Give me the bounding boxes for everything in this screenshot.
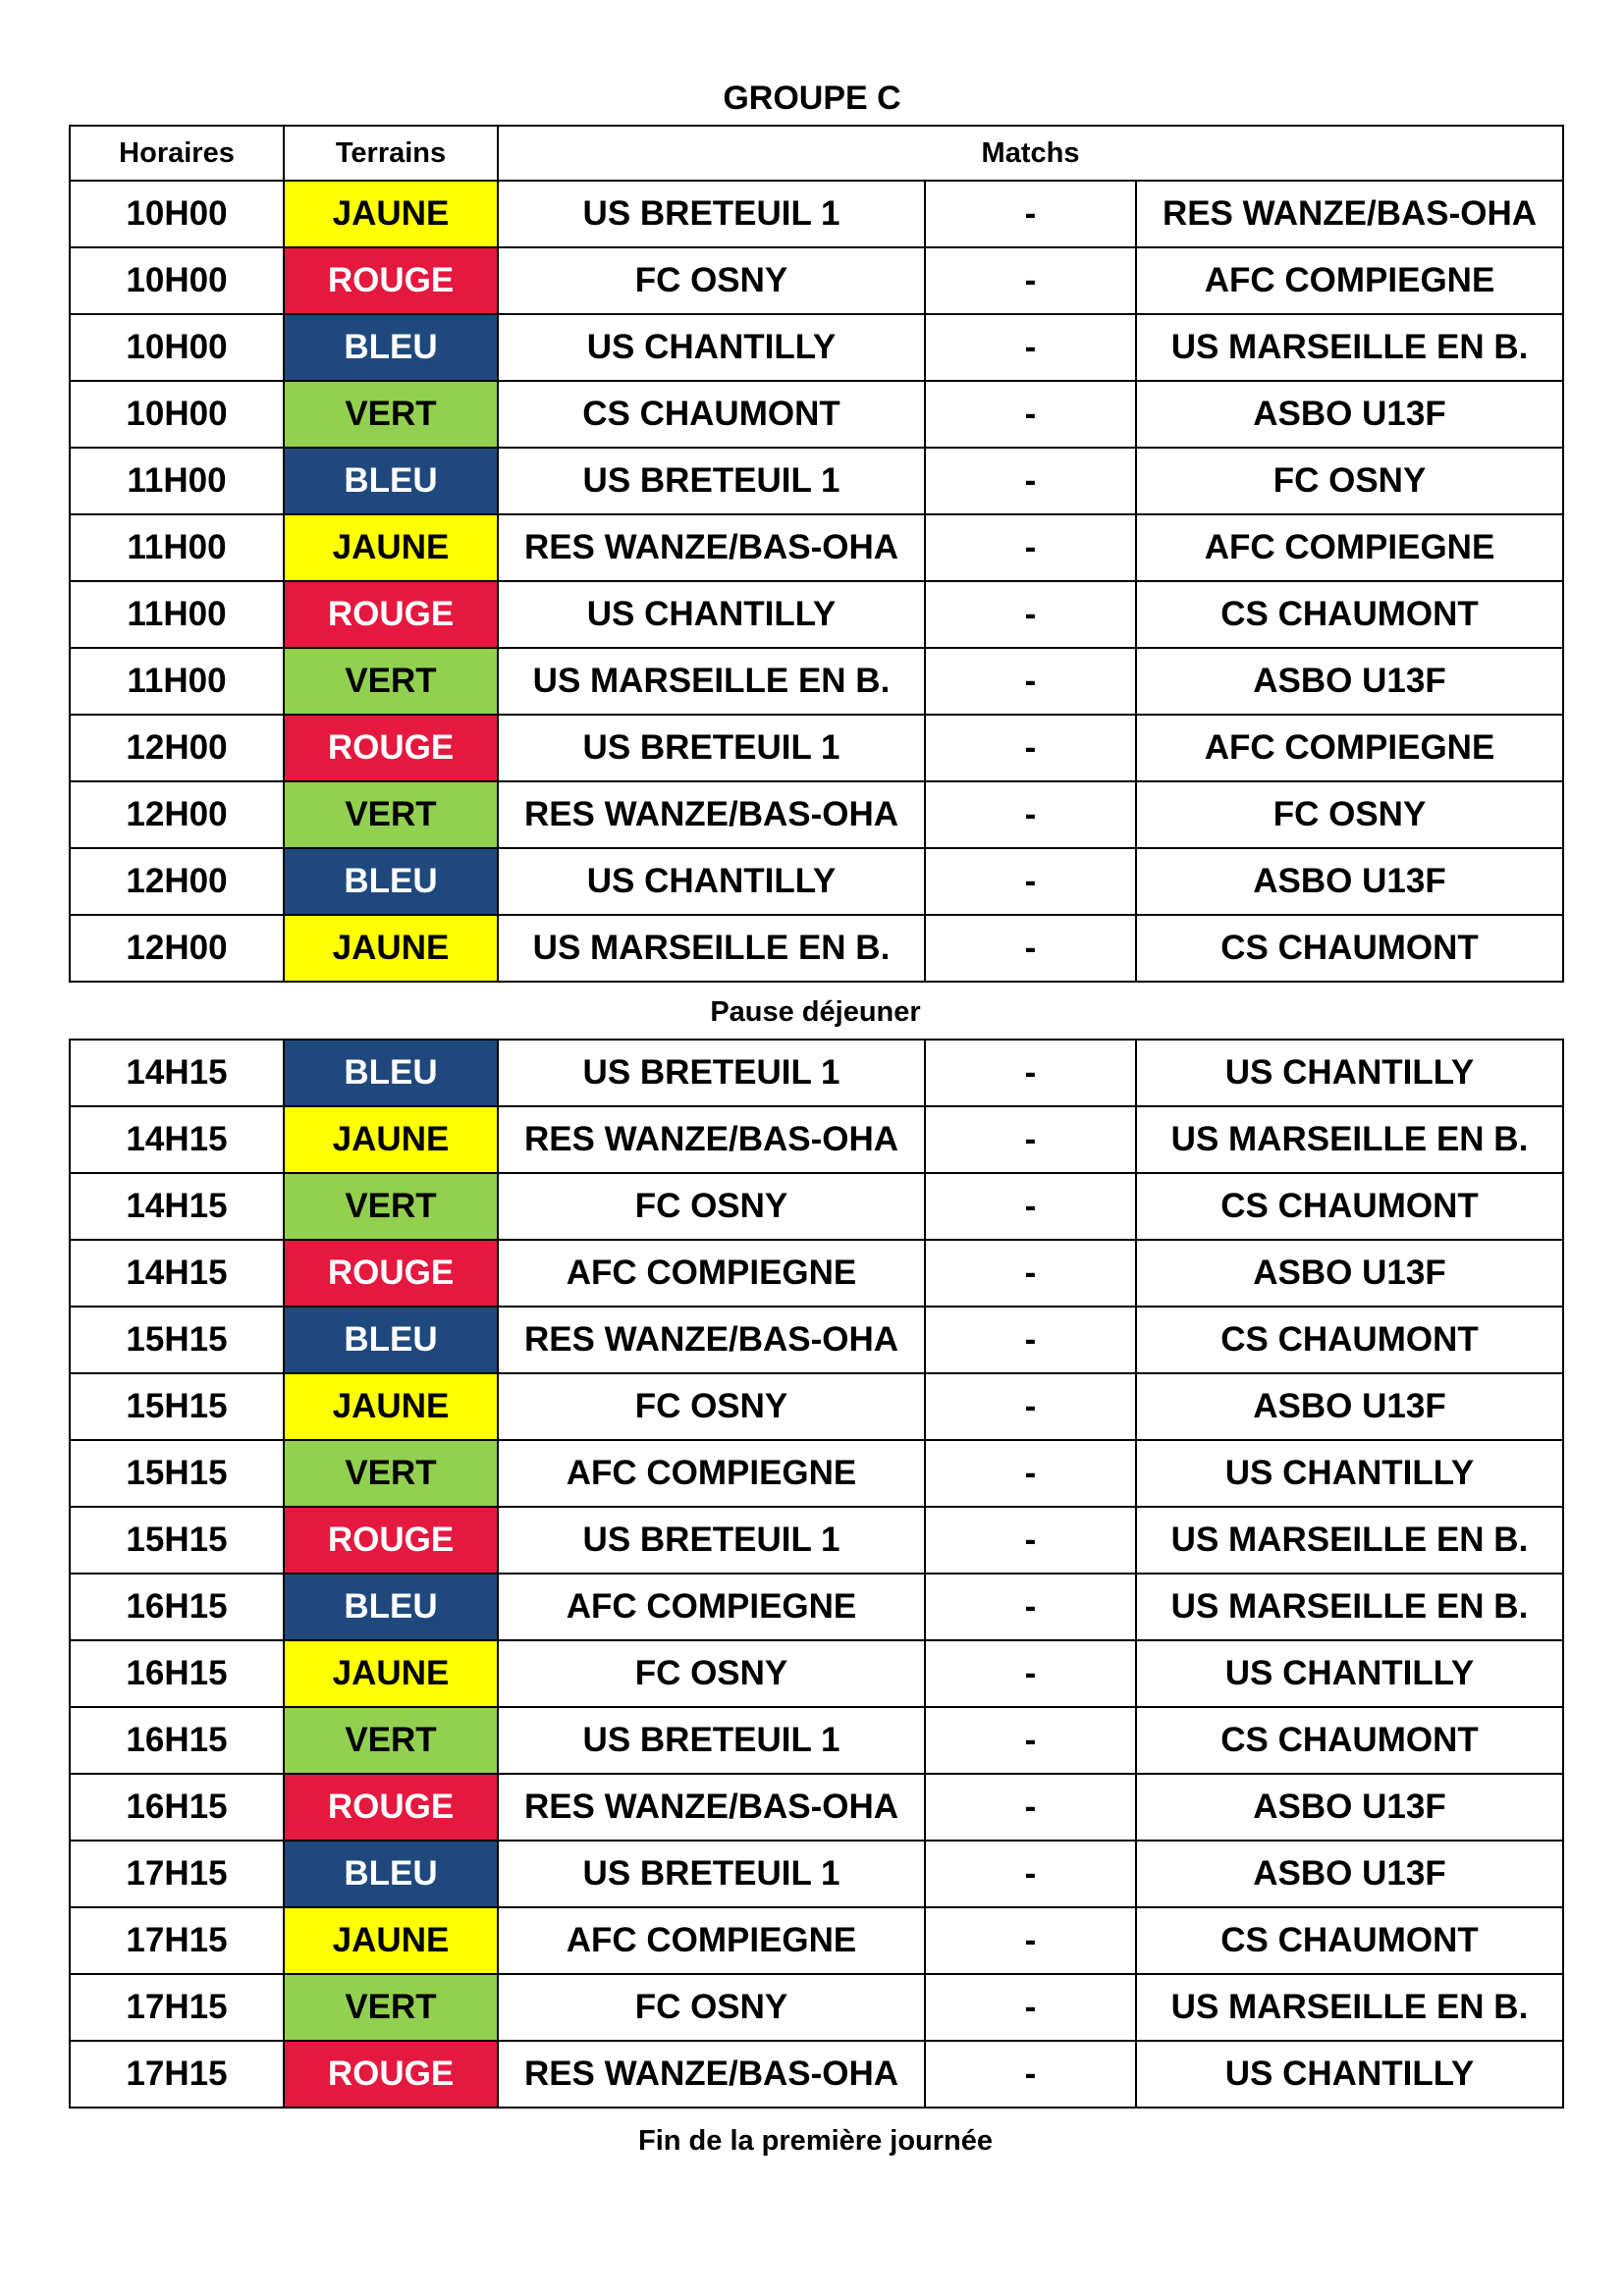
match-terrain: BLEU xyxy=(284,1307,498,1373)
match-row xyxy=(70,1707,1563,1774)
match-team-home: RES WANZE/BAS-OHA xyxy=(498,514,925,581)
header-matchs: Matchs xyxy=(498,126,1563,181)
match-terrain: ROUGE xyxy=(284,581,498,648)
match-terrain: JAUNE xyxy=(284,514,498,581)
match-time: 11H00 xyxy=(70,648,284,715)
match-terrain: VERT xyxy=(284,1173,498,1240)
table-header-row xyxy=(70,126,1563,181)
match-terrain: VERT xyxy=(284,781,498,848)
match-team-home: US BRETEUIL 1 xyxy=(498,1841,925,1907)
match-team-away: ASBO U13F xyxy=(1136,1774,1563,1841)
match-team-home: US MARSEILLE EN B. xyxy=(498,915,925,982)
match-separator: - xyxy=(925,781,1136,848)
match-row xyxy=(70,1307,1563,1373)
match-separator: - xyxy=(925,1240,1136,1307)
match-team-away: CS CHAUMONT xyxy=(1136,915,1563,982)
match-team-home: US BRETEUIL 1 xyxy=(498,1507,925,1574)
match-time: 12H00 xyxy=(70,781,284,848)
match-team-away: ASBO U13F xyxy=(1136,848,1563,915)
match-time: 15H15 xyxy=(70,1440,284,1507)
match-separator: - xyxy=(925,915,1136,982)
match-time: 10H00 xyxy=(70,181,284,247)
match-separator: - xyxy=(925,1307,1136,1373)
match-row xyxy=(70,1106,1563,1173)
match-team-home: US CHANTILLY xyxy=(498,314,925,381)
match-separator: - xyxy=(925,1507,1136,1574)
match-terrain: BLEU xyxy=(284,848,498,915)
match-terrain: VERT xyxy=(284,648,498,715)
match-team-away: AFC COMPIEGNE xyxy=(1136,247,1563,314)
match-terrain: BLEU xyxy=(284,1574,498,1640)
match-row xyxy=(70,781,1563,848)
header-horaires: Horaires xyxy=(70,126,284,181)
match-time: 14H15 xyxy=(70,1240,284,1307)
schedule-table-morning xyxy=(69,125,1564,983)
match-time: 10H00 xyxy=(70,247,284,314)
match-separator: - xyxy=(925,2041,1136,2108)
match-row xyxy=(70,1774,1563,1841)
match-team-home: FC OSNY xyxy=(498,1974,925,2041)
match-terrain: ROUGE xyxy=(284,1507,498,1574)
match-time: 12H00 xyxy=(70,915,284,982)
match-team-away: US CHANTILLY xyxy=(1136,1040,1563,1106)
pause-label: Pause déjeuner xyxy=(710,996,921,1028)
match-separator: - xyxy=(925,514,1136,581)
match-separator: - xyxy=(925,314,1136,381)
match-terrain: BLEU xyxy=(284,314,498,381)
match-team-away: US MARSEILLE EN B. xyxy=(1136,1574,1563,1640)
match-team-away: FC OSNY xyxy=(1136,781,1563,848)
match-team-home: AFC COMPIEGNE xyxy=(498,1440,925,1507)
match-row xyxy=(70,915,1563,982)
match-team-away: AFC COMPIEGNE xyxy=(1136,715,1563,781)
match-team-home: US MARSEILLE EN B. xyxy=(498,648,925,715)
match-row xyxy=(70,1974,1563,2041)
match-team-home: RES WANZE/BAS-OHA xyxy=(498,1774,925,1841)
match-time: 14H15 xyxy=(70,1040,284,1106)
match-terrain: JAUNE xyxy=(284,915,498,982)
match-separator: - xyxy=(925,247,1136,314)
match-separator: - xyxy=(925,648,1136,715)
match-time: 11H00 xyxy=(70,448,284,514)
match-time: 12H00 xyxy=(70,715,284,781)
match-row xyxy=(70,1907,1563,1974)
match-team-away: AFC COMPIEGNE xyxy=(1136,514,1563,581)
match-team-home: US BRETEUIL 1 xyxy=(498,1040,925,1106)
match-row xyxy=(70,1373,1563,1440)
match-row xyxy=(70,1240,1563,1307)
match-terrain: VERT xyxy=(284,1440,498,1507)
match-time: 11H00 xyxy=(70,581,284,648)
match-team-away: US MARSEILLE EN B. xyxy=(1136,1974,1563,2041)
match-row xyxy=(70,1841,1563,1907)
match-time: 16H15 xyxy=(70,1707,284,1774)
match-team-away: ASBO U13F xyxy=(1136,1240,1563,1307)
match-row xyxy=(70,448,1563,514)
match-separator: - xyxy=(925,1040,1136,1106)
match-time: 12H00 xyxy=(70,848,284,915)
match-team-home: AFC COMPIEGNE xyxy=(498,1907,925,1974)
match-separator: - xyxy=(925,581,1136,648)
match-terrain: JAUNE xyxy=(284,1373,498,1440)
match-separator: - xyxy=(925,1640,1136,1707)
match-team-away: ASBO U13F xyxy=(1136,1373,1563,1440)
match-terrain: ROUGE xyxy=(284,1774,498,1841)
match-terrain: VERT xyxy=(284,1707,498,1774)
match-team-home: FC OSNY xyxy=(498,1373,925,1440)
header-terrains: Terrains xyxy=(284,126,498,181)
match-team-away: RES WANZE/BAS-OHA xyxy=(1136,181,1563,247)
end-of-day-label: Fin de la première journée xyxy=(638,2125,993,2157)
match-team-away: CS CHAUMONT xyxy=(1136,1307,1563,1373)
match-team-home: AFC COMPIEGNE xyxy=(498,1240,925,1307)
match-terrain: BLEU xyxy=(284,448,498,514)
match-team-away: ASBO U13F xyxy=(1136,381,1563,448)
match-time: 17H15 xyxy=(70,1974,284,2041)
match-team-home: AFC COMPIEGNE xyxy=(498,1574,925,1640)
match-separator: - xyxy=(925,448,1136,514)
match-separator: - xyxy=(925,1841,1136,1907)
match-time: 15H15 xyxy=(70,1373,284,1440)
match-time: 10H00 xyxy=(70,314,284,381)
match-terrain: ROUGE xyxy=(284,247,498,314)
match-separator: - xyxy=(925,1106,1136,1173)
match-team-home: FC OSNY xyxy=(498,1640,925,1707)
match-terrain: VERT xyxy=(284,1974,498,2041)
match-row xyxy=(70,381,1563,448)
page-title: GROUPE C xyxy=(723,80,901,117)
match-separator: - xyxy=(925,1974,1136,2041)
match-time: 14H15 xyxy=(70,1106,284,1173)
match-time: 17H15 xyxy=(70,2041,284,2108)
match-terrain: ROUGE xyxy=(284,715,498,781)
match-time: 15H15 xyxy=(70,1507,284,1574)
match-team-away: US MARSEILLE EN B. xyxy=(1136,314,1563,381)
match-time: 16H15 xyxy=(70,1640,284,1707)
match-separator: - xyxy=(925,1907,1136,1974)
match-team-home: US BRETEUIL 1 xyxy=(498,181,925,247)
match-row xyxy=(70,247,1563,314)
match-team-home: US BRETEUIL 1 xyxy=(498,1707,925,1774)
match-separator: - xyxy=(925,381,1136,448)
match-separator: - xyxy=(925,1440,1136,1507)
match-team-away: CS CHAUMONT xyxy=(1136,1173,1563,1240)
match-row xyxy=(70,715,1563,781)
match-row xyxy=(70,2041,1563,2108)
match-team-away: CS CHAUMONT xyxy=(1136,1707,1563,1774)
match-team-away: US CHANTILLY xyxy=(1136,1640,1563,1707)
match-terrain: BLEU xyxy=(284,1841,498,1907)
match-separator: - xyxy=(925,1707,1136,1774)
match-separator: - xyxy=(925,181,1136,247)
match-separator: - xyxy=(925,715,1136,781)
match-row xyxy=(70,1440,1563,1507)
match-team-away: US CHANTILLY xyxy=(1136,1440,1563,1507)
match-team-away: CS CHAUMONT xyxy=(1136,581,1563,648)
match-separator: - xyxy=(925,1574,1136,1640)
match-terrain: JAUNE xyxy=(284,181,498,247)
match-team-away: ASBO U13F xyxy=(1136,648,1563,715)
match-time: 11H00 xyxy=(70,514,284,581)
match-team-away: US MARSEILLE EN B. xyxy=(1136,1106,1563,1173)
match-terrain: JAUNE xyxy=(284,1640,498,1707)
match-separator: - xyxy=(925,1774,1136,1841)
match-time: 17H15 xyxy=(70,1907,284,1974)
match-row xyxy=(70,581,1563,648)
match-terrain: ROUGE xyxy=(284,1240,498,1307)
match-terrain: VERT xyxy=(284,381,498,448)
match-time: 17H15 xyxy=(70,1841,284,1907)
match-team-home: FC OSNY xyxy=(498,247,925,314)
match-terrain: BLEU xyxy=(284,1040,498,1106)
match-row xyxy=(70,648,1563,715)
schedule-table-afternoon xyxy=(69,1039,1564,2109)
match-row xyxy=(70,848,1563,915)
match-row xyxy=(70,181,1563,247)
match-team-away: US CHANTILLY xyxy=(1136,2041,1563,2108)
match-team-away: FC OSNY xyxy=(1136,448,1563,514)
match-team-away: ASBO U13F xyxy=(1136,1841,1563,1907)
match-terrain: JAUNE xyxy=(284,1907,498,1974)
match-terrain: ROUGE xyxy=(284,2041,498,2108)
match-row xyxy=(70,514,1563,581)
match-team-home: CS CHAUMONT xyxy=(498,381,925,448)
match-row xyxy=(70,1640,1563,1707)
match-terrain: JAUNE xyxy=(284,1106,498,1173)
match-time: 14H15 xyxy=(70,1173,284,1240)
match-team-away: US MARSEILLE EN B. xyxy=(1136,1507,1563,1574)
match-team-home: RES WANZE/BAS-OHA xyxy=(498,1307,925,1373)
match-team-home: US BRETEUIL 1 xyxy=(498,715,925,781)
match-row xyxy=(70,314,1563,381)
match-time: 16H15 xyxy=(70,1774,284,1841)
match-row xyxy=(70,1507,1563,1574)
match-row xyxy=(70,1173,1563,1240)
match-team-home: US BRETEUIL 1 xyxy=(498,448,925,514)
match-separator: - xyxy=(925,848,1136,915)
match-row xyxy=(70,1574,1563,1640)
match-team-home: RES WANZE/BAS-OHA xyxy=(498,1106,925,1173)
match-row xyxy=(70,1040,1563,1106)
match-team-home: US CHANTILLY xyxy=(498,848,925,915)
match-team-home: RES WANZE/BAS-OHA xyxy=(498,781,925,848)
match-team-away: CS CHAUMONT xyxy=(1136,1907,1563,1974)
match-team-home: RES WANZE/BAS-OHA xyxy=(498,2041,925,2108)
match-time: 10H00 xyxy=(70,381,284,448)
match-team-home: US CHANTILLY xyxy=(498,581,925,648)
match-time: 16H15 xyxy=(70,1574,284,1640)
match-team-home: FC OSNY xyxy=(498,1173,925,1240)
match-separator: - xyxy=(925,1173,1136,1240)
match-separator: - xyxy=(925,1373,1136,1440)
match-time: 15H15 xyxy=(70,1307,284,1373)
